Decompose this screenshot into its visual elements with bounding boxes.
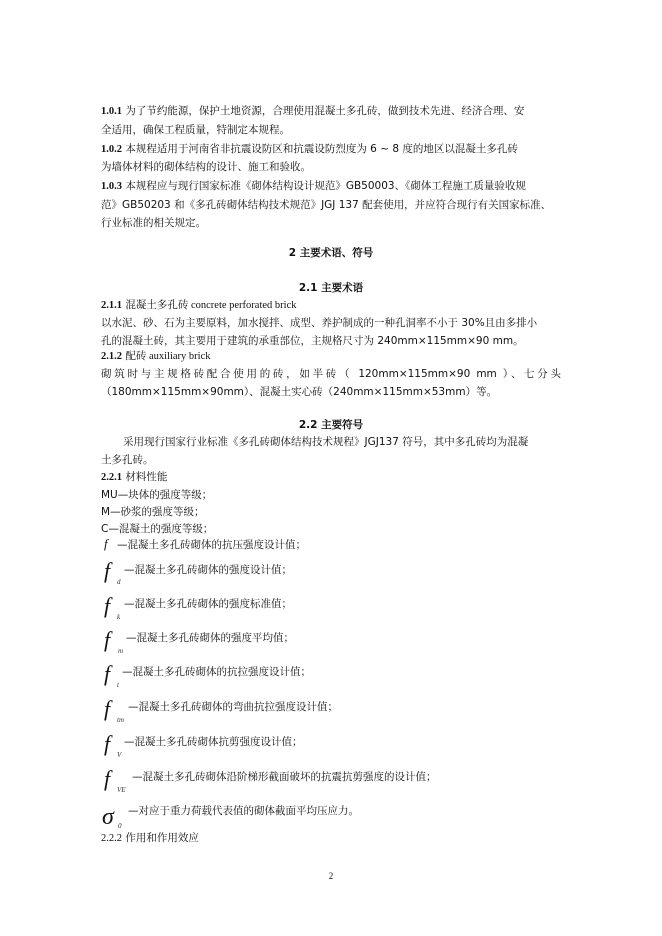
clause-text: 为了节约能源，保护土地资源，合理使用混凝土多孔砖，做到技术先进、经济合理、安 [125,105,525,117]
symbol-subscript: 0 [118,822,122,830]
symbol-glyph: f [104,593,111,618]
clause-title: 配砖 auxiliary brick [125,351,211,362]
clause-number: 1.0.3 [101,181,122,192]
clause-number: 1.0.1 [101,106,122,117]
clause-1-0-2-line2: 为墙体材料的砌体结构的设计、施工和验收。 [101,161,311,173]
symbol-desc: —混凝土多孔砖砌体的强度设计值； [124,564,292,576]
clause-2-1-2-title [101,349,211,364]
symbol-subscript: m [118,647,124,655]
intro-line2: 土多孔砖。 [101,454,154,466]
clause-1-0-1-line1 [101,104,524,119]
clause-2-1-1-line1: 以水泥、砂、石为主要原料，加水搅拌、成型、养护制成的一种孔洞率不小于 30%且由多排小 [101,317,538,329]
clause-number: 2.2.2 [101,833,122,844]
symbol-subscript: VE [117,786,126,794]
symbol-glyph: f [104,558,111,583]
symbol-glyph: f [104,536,108,551]
symbol-glyph: f [104,696,111,721]
section-2-2-heading: 2.2 主要符号 [298,419,364,431]
symbol-item-m: M—砂浆的强度等级； [101,506,205,518]
clause-1-0-2-line1 [101,142,518,157]
clause-1-0-1-line2: 全适用，确保工程质量，特制定本规程。 [101,124,290,136]
symbol-desc: —混凝土多孔砖砌体的抗压强度设计值； [117,539,306,551]
symbol-desc: —混凝土多孔砖砌体的抗拉强度设计值； [122,666,311,678]
symbol-glyph: f [104,731,111,756]
clause-text: 本规程适用于河南省非抗震设防区和抗震设防烈度为 6 ~ 8 度的地区以混凝土多孔砖 [125,143,518,155]
clause-2-1-2-line2: （180mm×115mm×90mm）、混凝土实心砖（240mm×115mm×53mm）等。 [101,386,498,398]
intro-line1: 采用现行国家行业标准《多孔砖砌体结构技术规程》JGJ137 符号，其中多孔砖均为混凝 [123,436,529,448]
symbol-desc: —混凝土多孔砖砌体的弯曲抗拉强度设计值； [128,701,338,713]
clause-2-2-1-title [101,470,167,485]
symbol-desc: —混凝土多孔砖砌体的强度标准值； [124,598,292,610]
clause-title: 混凝土多孔砖 concrete perforated brick [125,300,297,311]
clause-number: 2.1.2 [101,351,122,362]
clause-2-1-2-line1: 砌筑时与主规格砖配合使用的砖，如半砖（ 120mm×115mm×90 mm ）、七分头 [101,368,561,380]
symbol-glyph: f [104,661,111,686]
symbol-item-mu: MU—块体的强度等级； [101,489,213,501]
clause-title: 作用和作用效应 [125,832,199,844]
clause-1-0-3-line1 [101,179,526,194]
symbol-subscript: k [117,613,121,621]
symbol-subscript: d [117,578,121,586]
clause-2-2-2-title [101,831,199,846]
clause-1-0-3-line2: 范》GB50203 和《多孔砖砌体结构技术规范》JGJ 137 配套使用，并应符合现行有关国家标准、 [101,199,552,211]
clause-2-1-1-line2: 孔的混凝土砖，其主要用于建筑的承重部位，主规格尺寸为 240mm×115mm×90 mm。 [101,335,524,347]
section-2-1-heading: 2.1 主要术语 [298,282,364,294]
symbol-item-c: C—混凝土的强度等级； [101,523,214,535]
symbol-desc: —混凝土多孔砖砌体沿阶梯形截面破坏的抗震抗剪强度的设计值； [132,771,437,783]
clause-number: 1.0.2 [101,144,122,155]
clause-text: 本规程应与现行国家标准《砌体结构设计规范》GB50003、《砌体工程施工质量验收规 [125,180,526,192]
symbol-desc: —混凝土多孔砖砌体的强度平均值； [126,632,294,644]
clause-number: 2.2.1 [101,472,122,483]
clause-number: 2.1.1 [101,300,122,311]
symbol-subscript: V [117,751,122,759]
clause-title: 材料性能 [125,471,168,483]
symbol-glyph: f [104,766,111,791]
symbol-glyph: f [104,627,111,652]
symbol-glyph: σ [102,804,114,830]
symbol-desc: —对应于重力荷载代表值的砌体截面平均压应力。 [128,805,359,817]
clause-2-1-1-title [101,298,297,313]
clause-1-0-3-line3: 行业标准的相关规定。 [101,217,206,229]
symbol-subscript: tm [117,716,124,724]
symbol-subscript: t [117,681,119,689]
chapter-2-heading: 2 主要术语、符号 [288,247,374,259]
symbol-desc: —混凝土多孔砖砌体抗剪强度设计值； [124,736,303,748]
page-number: 2 [328,871,334,881]
